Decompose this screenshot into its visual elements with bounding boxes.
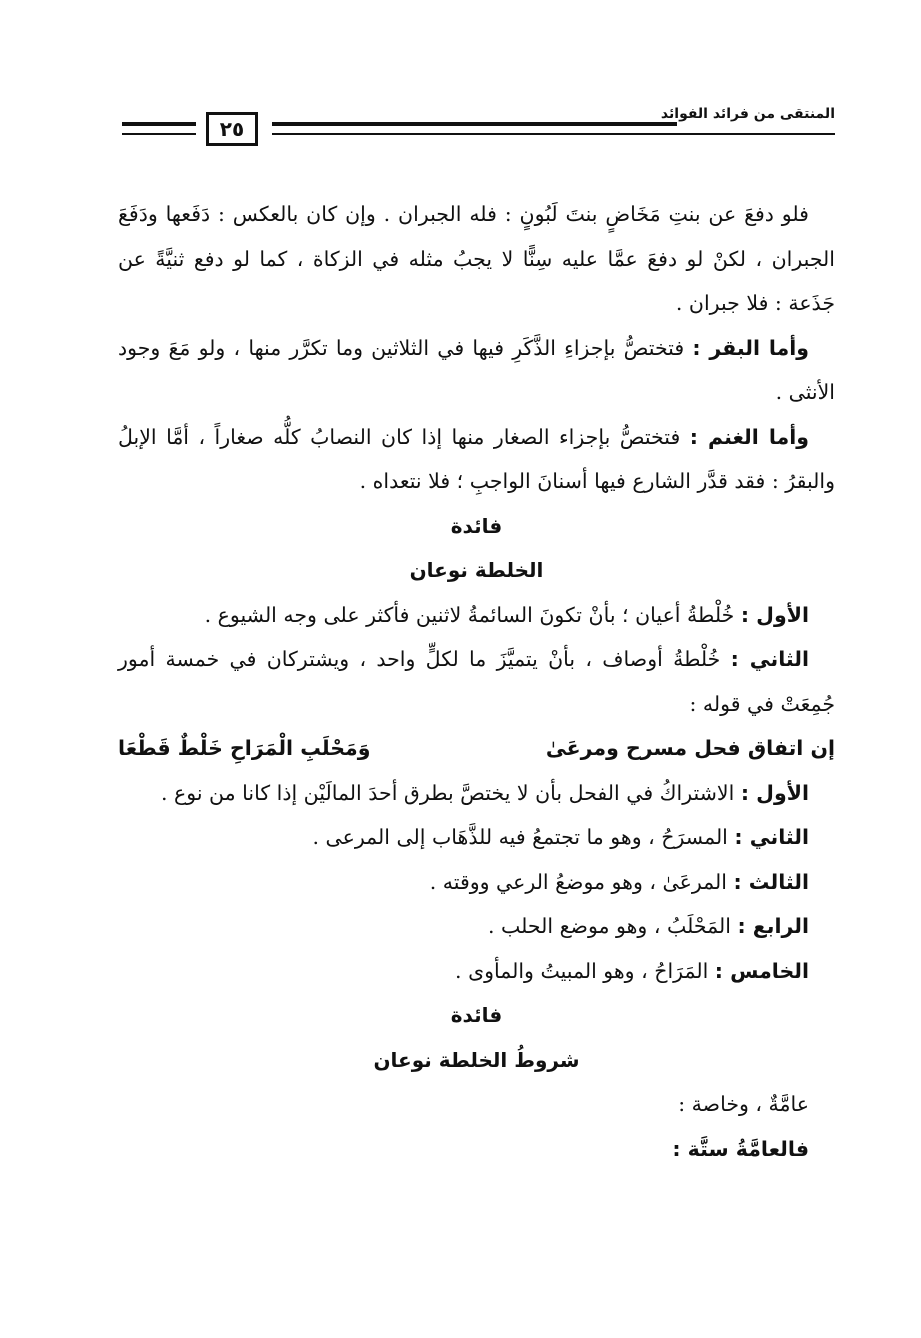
label-first: الأول : bbox=[740, 602, 809, 627]
label-third-matter: الثالث : bbox=[733, 869, 809, 894]
text-sheep: فتختصُّ بإجزاء الصغار منها إذا كان النصابُ كلُّه صغاراً ، أمَّا الإبلُ والبقرُ : فقد قدَّر الشارع فيها أسنانَ الواجبِ ؛ فلا نتعداه . bbox=[118, 424, 835, 493]
text-masrah: المسرَحُ ، وهو ما تجتمعُ فيه للذَّهَاب إلى المرعى . bbox=[312, 825, 728, 849]
heading-khulta-types: الخلطة نوعان bbox=[409, 558, 544, 582]
header-rule-right-bottom bbox=[272, 133, 835, 135]
poem-verse bbox=[118, 726, 835, 771]
heading-conditions: شروطُ الخلطة نوعان bbox=[373, 1047, 580, 1072]
text-first: خُلْطةُ أعيان ؛ بأنْ تكونَ السائمةُ لاثنين فأكثر على وجه الشيوع . bbox=[204, 602, 735, 627]
paragraph-jubran: فلو دفعَ عن بنتِ مَخَاضٍ بنتَ لَبُونٍ : فله الجبران . وإن كان بالعكس : دَفَعها ودَفَعَ الجبران ، لكنْ لو دفعَ عمَّا عليه سِنًّا لا يجبُ مثله في الزكاة ، كما لو دفع ثنيَّةً عن جَذَعة : فلا جبران . bbox=[118, 202, 835, 315]
verse-first-hemistich: إن اتفاق فحل مسرح ومرعَىٰ bbox=[545, 736, 835, 760]
paragraph-second-type bbox=[118, 637, 835, 726]
text-marAa: المرعَىٰ ، وهو موضعُ الرعي ووقته . bbox=[429, 869, 727, 894]
label-fifth-matter: الخامس : bbox=[714, 958, 809, 983]
paragraph-mahlab bbox=[118, 904, 835, 949]
header-rule-right-top bbox=[272, 122, 677, 126]
paragraph-first-type bbox=[118, 593, 835, 638]
paragraph-stallion bbox=[118, 771, 835, 816]
running-header bbox=[122, 104, 835, 150]
label-cattle: وأما البقر : bbox=[692, 335, 809, 360]
text-mahlab: المَحْلَبُ ، وهو موضع الحلب . bbox=[487, 914, 731, 938]
label-general-six: فالعامَّةُ ستَّة : bbox=[672, 1136, 809, 1161]
label-fourth-matter: الرابع : bbox=[737, 914, 809, 938]
paragraph-sheep bbox=[118, 415, 835, 504]
paragraph-cattle bbox=[118, 326, 835, 415]
paragraph-general-special: عامَّةٌ ، وخاصة : bbox=[678, 1092, 809, 1116]
page-body bbox=[118, 192, 835, 1171]
label-sheep: وأما الغنم : bbox=[689, 424, 809, 449]
label-first-matter: الأول : bbox=[740, 780, 809, 805]
page-number: ٢٥ bbox=[219, 117, 245, 141]
text-marah: المَرَاحُ ، وهو المبيتُ والمأوى . bbox=[455, 958, 709, 983]
verse-second-hemistich: وَمَحْلَبِ الْمَرَاحِ خَلْطٌ قَطْعَا bbox=[118, 736, 371, 760]
paragraph-general-six bbox=[118, 1127, 835, 1172]
text-stallion: الاشتراكُ في الفحل بأن لا يختصَّ بطرق أحدَ المالَيْن إذا كانا من نوع . bbox=[160, 780, 735, 805]
page-number-box bbox=[206, 112, 258, 146]
heading-faida-1: فائدة bbox=[450, 513, 503, 538]
paragraph-marAa bbox=[118, 860, 835, 905]
header-rule-left-bottom bbox=[122, 133, 196, 135]
paragraph-marah bbox=[118, 949, 835, 994]
text-cattle: فتختصُّ بإجزاءِ الذَّكَرِ فيها في الثلاثين وما تكرَّر منها ، ولو مَعَ وجود الأنثى . bbox=[118, 335, 835, 404]
label-second: الثاني : bbox=[730, 647, 809, 671]
heading-faida-2: فائدة bbox=[450, 1003, 503, 1027]
text-second: خُلْطةُ أوصاف ، بأنْ يتميَّزَ ما لكلٍّ واحد ، ويشتركان في خمسة أمور جُمِعَتْ في قوله : bbox=[118, 647, 835, 716]
header-rule-left-top bbox=[122, 122, 196, 126]
running-header-title: المنتقى من فرائد الفوائد bbox=[660, 106, 835, 122]
label-second-matter: الثاني : bbox=[734, 825, 809, 849]
paragraph-masrah bbox=[118, 815, 835, 860]
